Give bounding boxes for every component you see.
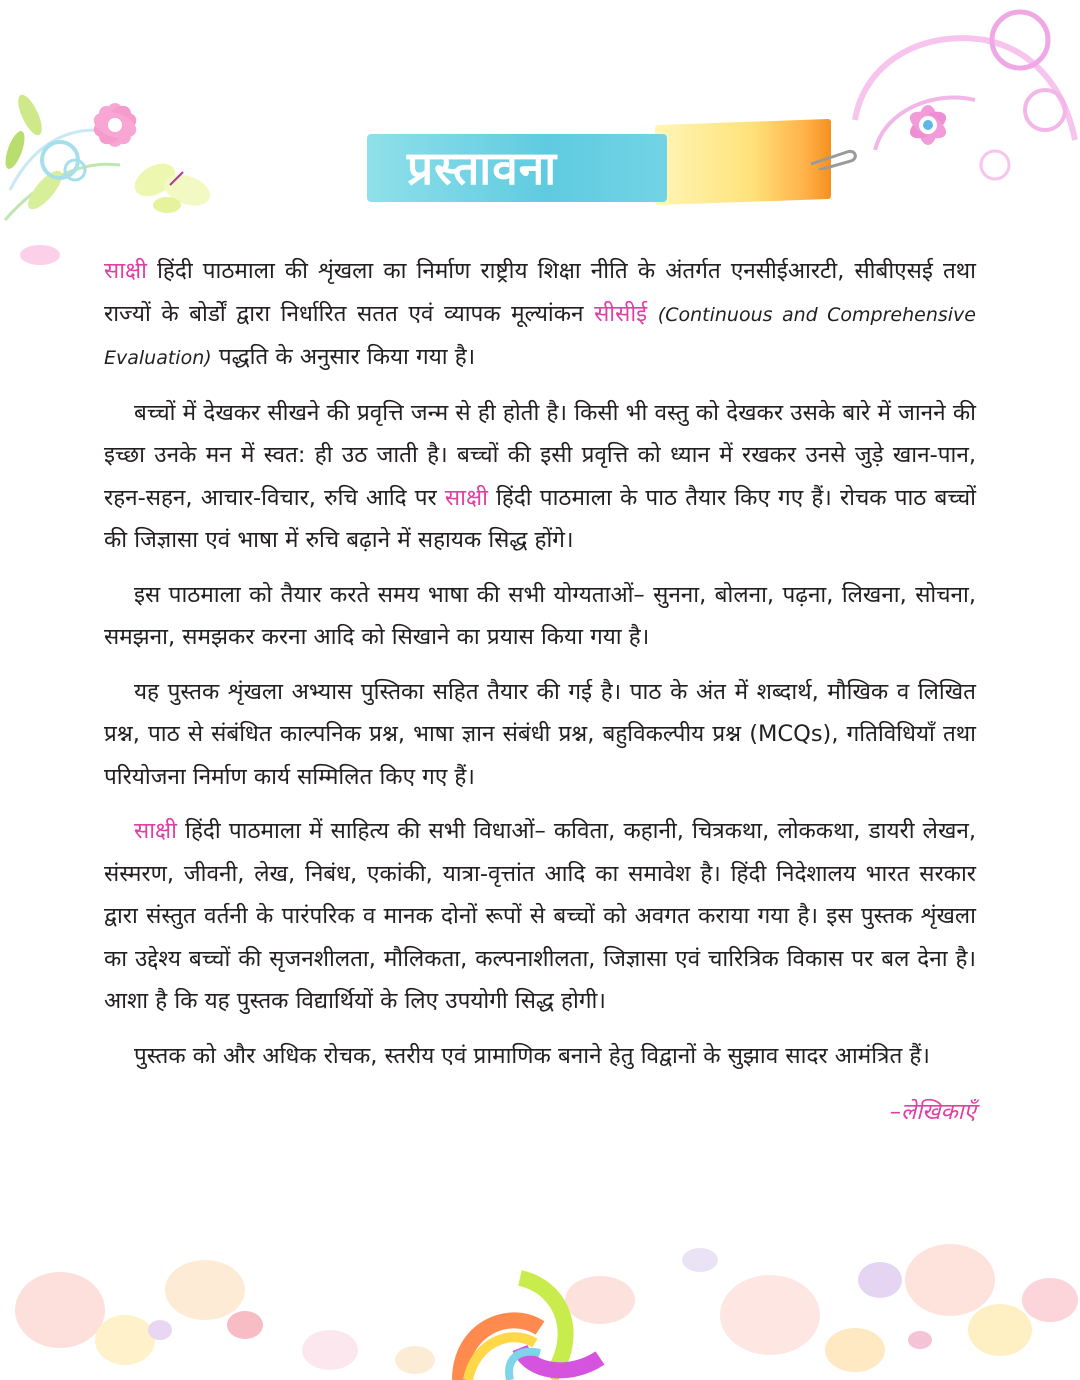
butterfly-icon bbox=[125, 150, 220, 230]
paragraph-text: हिंदी पाठमाला में साहित्य की सभी विधाओं– कविता, कहानी, चित्रकथा, लोककथा, डायरी लेखन, संस्मरण, जीवनी, लेख, निबंध, एकांकी, यात्रा-वृत्तांत आदि का समावेश है। हिंदी निदेशालय भारत सरकार द्वारा संस्तुत वर्तनी के पारंपरिक व मानक दोनों रूपों से बच्चों को अवगत कराया गया है। इस पुस्तक शृंखला का उद्देश्य बच्चों की सृजनशीलता, मौलिकता, कल्पनाशीलता, जिज्ञासा एवं चारित्रिक विकास पर बल देना है। आशा है कि यह पुस्तक विद्यार्थियों के लिए उपयोगी सिद्ध होगी। bbox=[104, 818, 976, 1014]
page-title: प्रस्तावना bbox=[407, 141, 558, 195]
paragraph-6: पुस्तक को और अधिक रोचक, स्तरीय एवं प्रामाणिक बनाने हेतु विद्वानों के सुझाव सादर आमंत्रित हैं। bbox=[134, 1042, 930, 1069]
preface-text bbox=[104, 250, 976, 1146]
cce-term: सीसीई bbox=[594, 300, 648, 327]
paperclip-icon bbox=[805, 146, 859, 170]
signature: –लेखिकाएँ bbox=[889, 1099, 976, 1125]
paragraph-text: बच्चों में देखकर सीखने की प्रवृत्ति जन्म से ही होती है। किसी भी वस्तु को देखकर उसके बारे में जानने की इच्छा उनके मन में स्वत: ही उठ जाती है। बच्चों की इसी प्रवृत्ति को ध्यान में रखकर उनसे जुड़े खान-पान, रहन-सहन, आचार-विचार, रुचि आदि पर bbox=[104, 399, 976, 511]
paragraph-4: यह पुस्तक शृंखला अभ्यास पुस्तिका सहित तैयार की गई है। पाठ के अंत में शब्दार्थ, मौखिक व लिखित प्रश्न, पाठ से संबंधित काल्पनिक प्रश्न, भाषा ज्ञान संबंधी प्रश्न, बहुविकल्पीय प्रश्न (MCQs), गतिविधियाँ तथा परियोजना निर्माण कार्य सम्मिलित किए गए हैं। bbox=[104, 678, 976, 790]
brand-name: साक्षी bbox=[104, 258, 147, 284]
swirl-flower-right bbox=[845, 0, 1080, 190]
brand-name: साक्षी bbox=[134, 818, 177, 844]
paragraph-3: इस पाठमाला को तैयार करते समय भाषा की सभी योग्यताओं– सुनना, बोलना, पढ़ना, लिखना, सोचना, समझना, समझकर करना आदि को सिखाने का प्रयास किया गया है। bbox=[104, 581, 976, 650]
title-banner bbox=[367, 122, 837, 208]
brand-name: साक्षी bbox=[444, 484, 488, 511]
paragraph-5 bbox=[104, 810, 976, 1023]
ribbon-loops bbox=[450, 1268, 620, 1380]
paragraph-1 bbox=[104, 250, 976, 380]
paragraph-text: हिंदी पाठमाला की शृंखला का निर्माण राष्ट्रीय शिक्षा नीति के अंतर्गत एनसीईआरटी, सीबीएसई तथा राज्यों के बोर्डों द्वारा निर्धारित सतत एवं व्यापक मूल्यांकन bbox=[104, 258, 976, 327]
paragraph-2 bbox=[104, 392, 976, 562]
english-term: (Continuous and Comprehensive Evaluation) bbox=[104, 303, 976, 369]
paragraph-text: पद्धति के अनुसार किया गया है। bbox=[211, 344, 476, 370]
paragraph-text: हिंदी पाठमाला के पाठ तैयार किए गए हैं। रोचक पाठ बच्चों की जिज्ञासा एवं भाषा में रुचि बढ़ाने में सहायक सिद्ध होंगे। bbox=[104, 484, 976, 553]
